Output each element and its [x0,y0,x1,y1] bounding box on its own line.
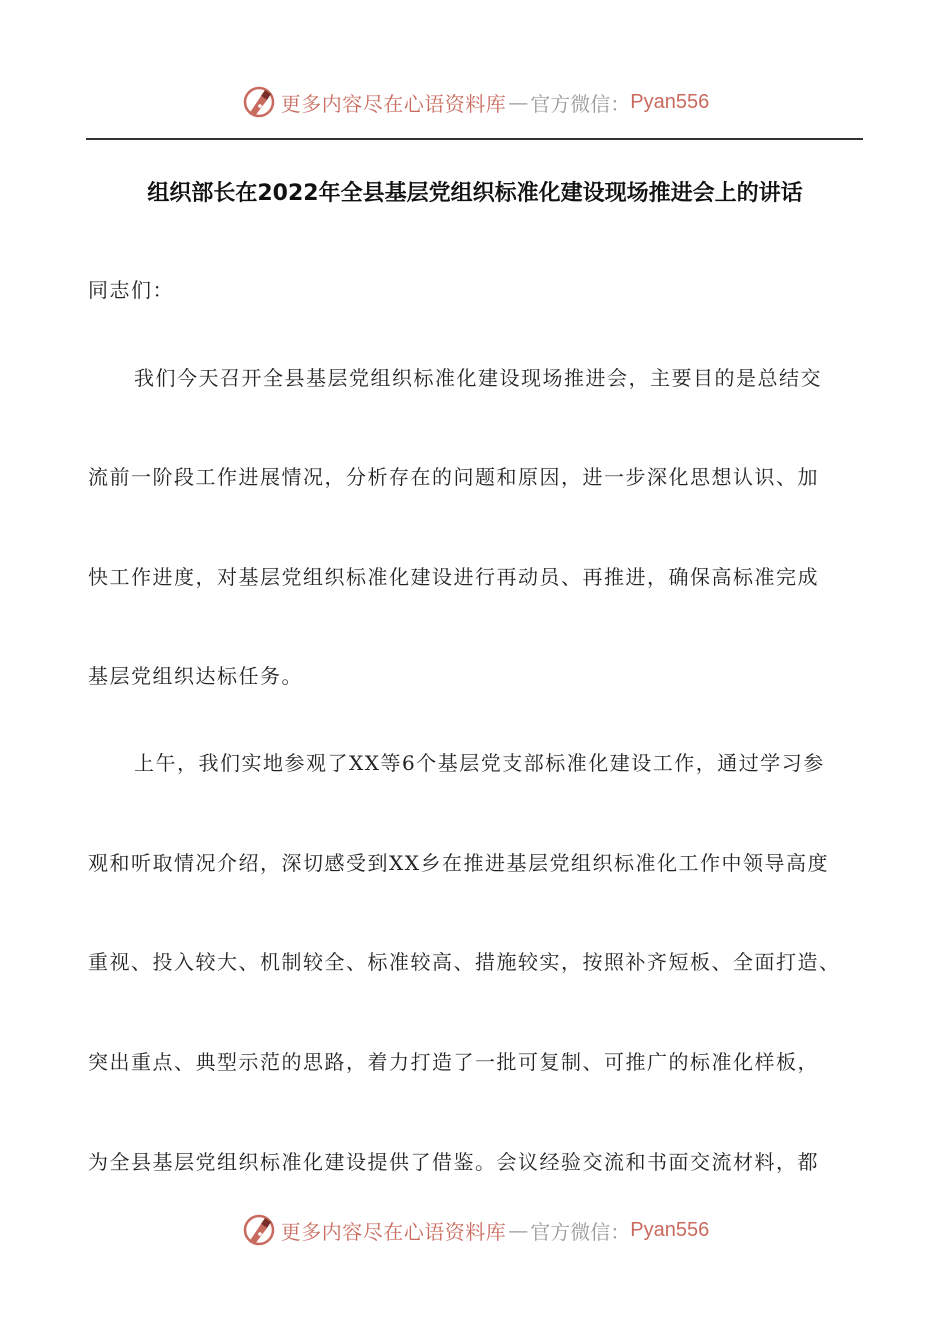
footer-watermark [0,1208,950,1252]
salutation: 同志们： [88,278,174,302]
body-line: 为全县基层党组织标准化建设提供了借鉴。会议经验交流和书面交流材料，都 [88,1150,819,1174]
body-line: 重视、投入较大、机制较全、标准较高、措施较实，按照补齐短板、全面打造、 [88,950,841,974]
pen-nib-logo-icon [241,84,277,120]
watermark-label: 官方微信： [530,91,631,116]
watermark-dash: — [508,90,529,114]
document-title: 组织部长在2022年全县基层党组织标准化建设现场推进会上的讲话 [147,181,803,206]
body-line: 我们今天召开全县基层党组织标准化建设现场推进会，主要目的是总结交 [134,366,822,390]
watermark-main-text: 更多内容尽在心语资料库 [280,91,507,116]
header-watermark [0,80,950,124]
body-line: 上午，我们实地参观了XX等6个基层党支部标准化建设工作，通过学习参 [134,751,825,775]
watermark-label: 官方微信： [530,1219,631,1244]
watermark-main-text: 更多内容尽在心语资料库 [280,1219,507,1244]
body-line: 快工作进度，对基层党组织标准化建设进行再动员、再推进，确保高标准完成 [88,565,819,589]
watermark-wechat-id: Pyan556 [630,90,710,113]
body-line: 基层党组织达标任务。 [88,664,303,688]
body-line: 流前一阶段工作进展情况，分析存在的问题和原因，进一步深化思想认识、加 [88,465,819,489]
watermark-dash: — [508,1218,529,1242]
pen-nib-logo-icon [241,1212,277,1248]
body-line: 突出重点、典型示范的思路，着力打造了一批可复制、可推广的标准化样板， [88,1050,819,1074]
watermark-wechat-id: Pyan556 [630,1218,710,1241]
header-divider [86,138,863,140]
body-line: 观和听取情况介绍，深切感受到XX乡在推进基层党组织标准化工作中领导高度 [88,851,829,875]
